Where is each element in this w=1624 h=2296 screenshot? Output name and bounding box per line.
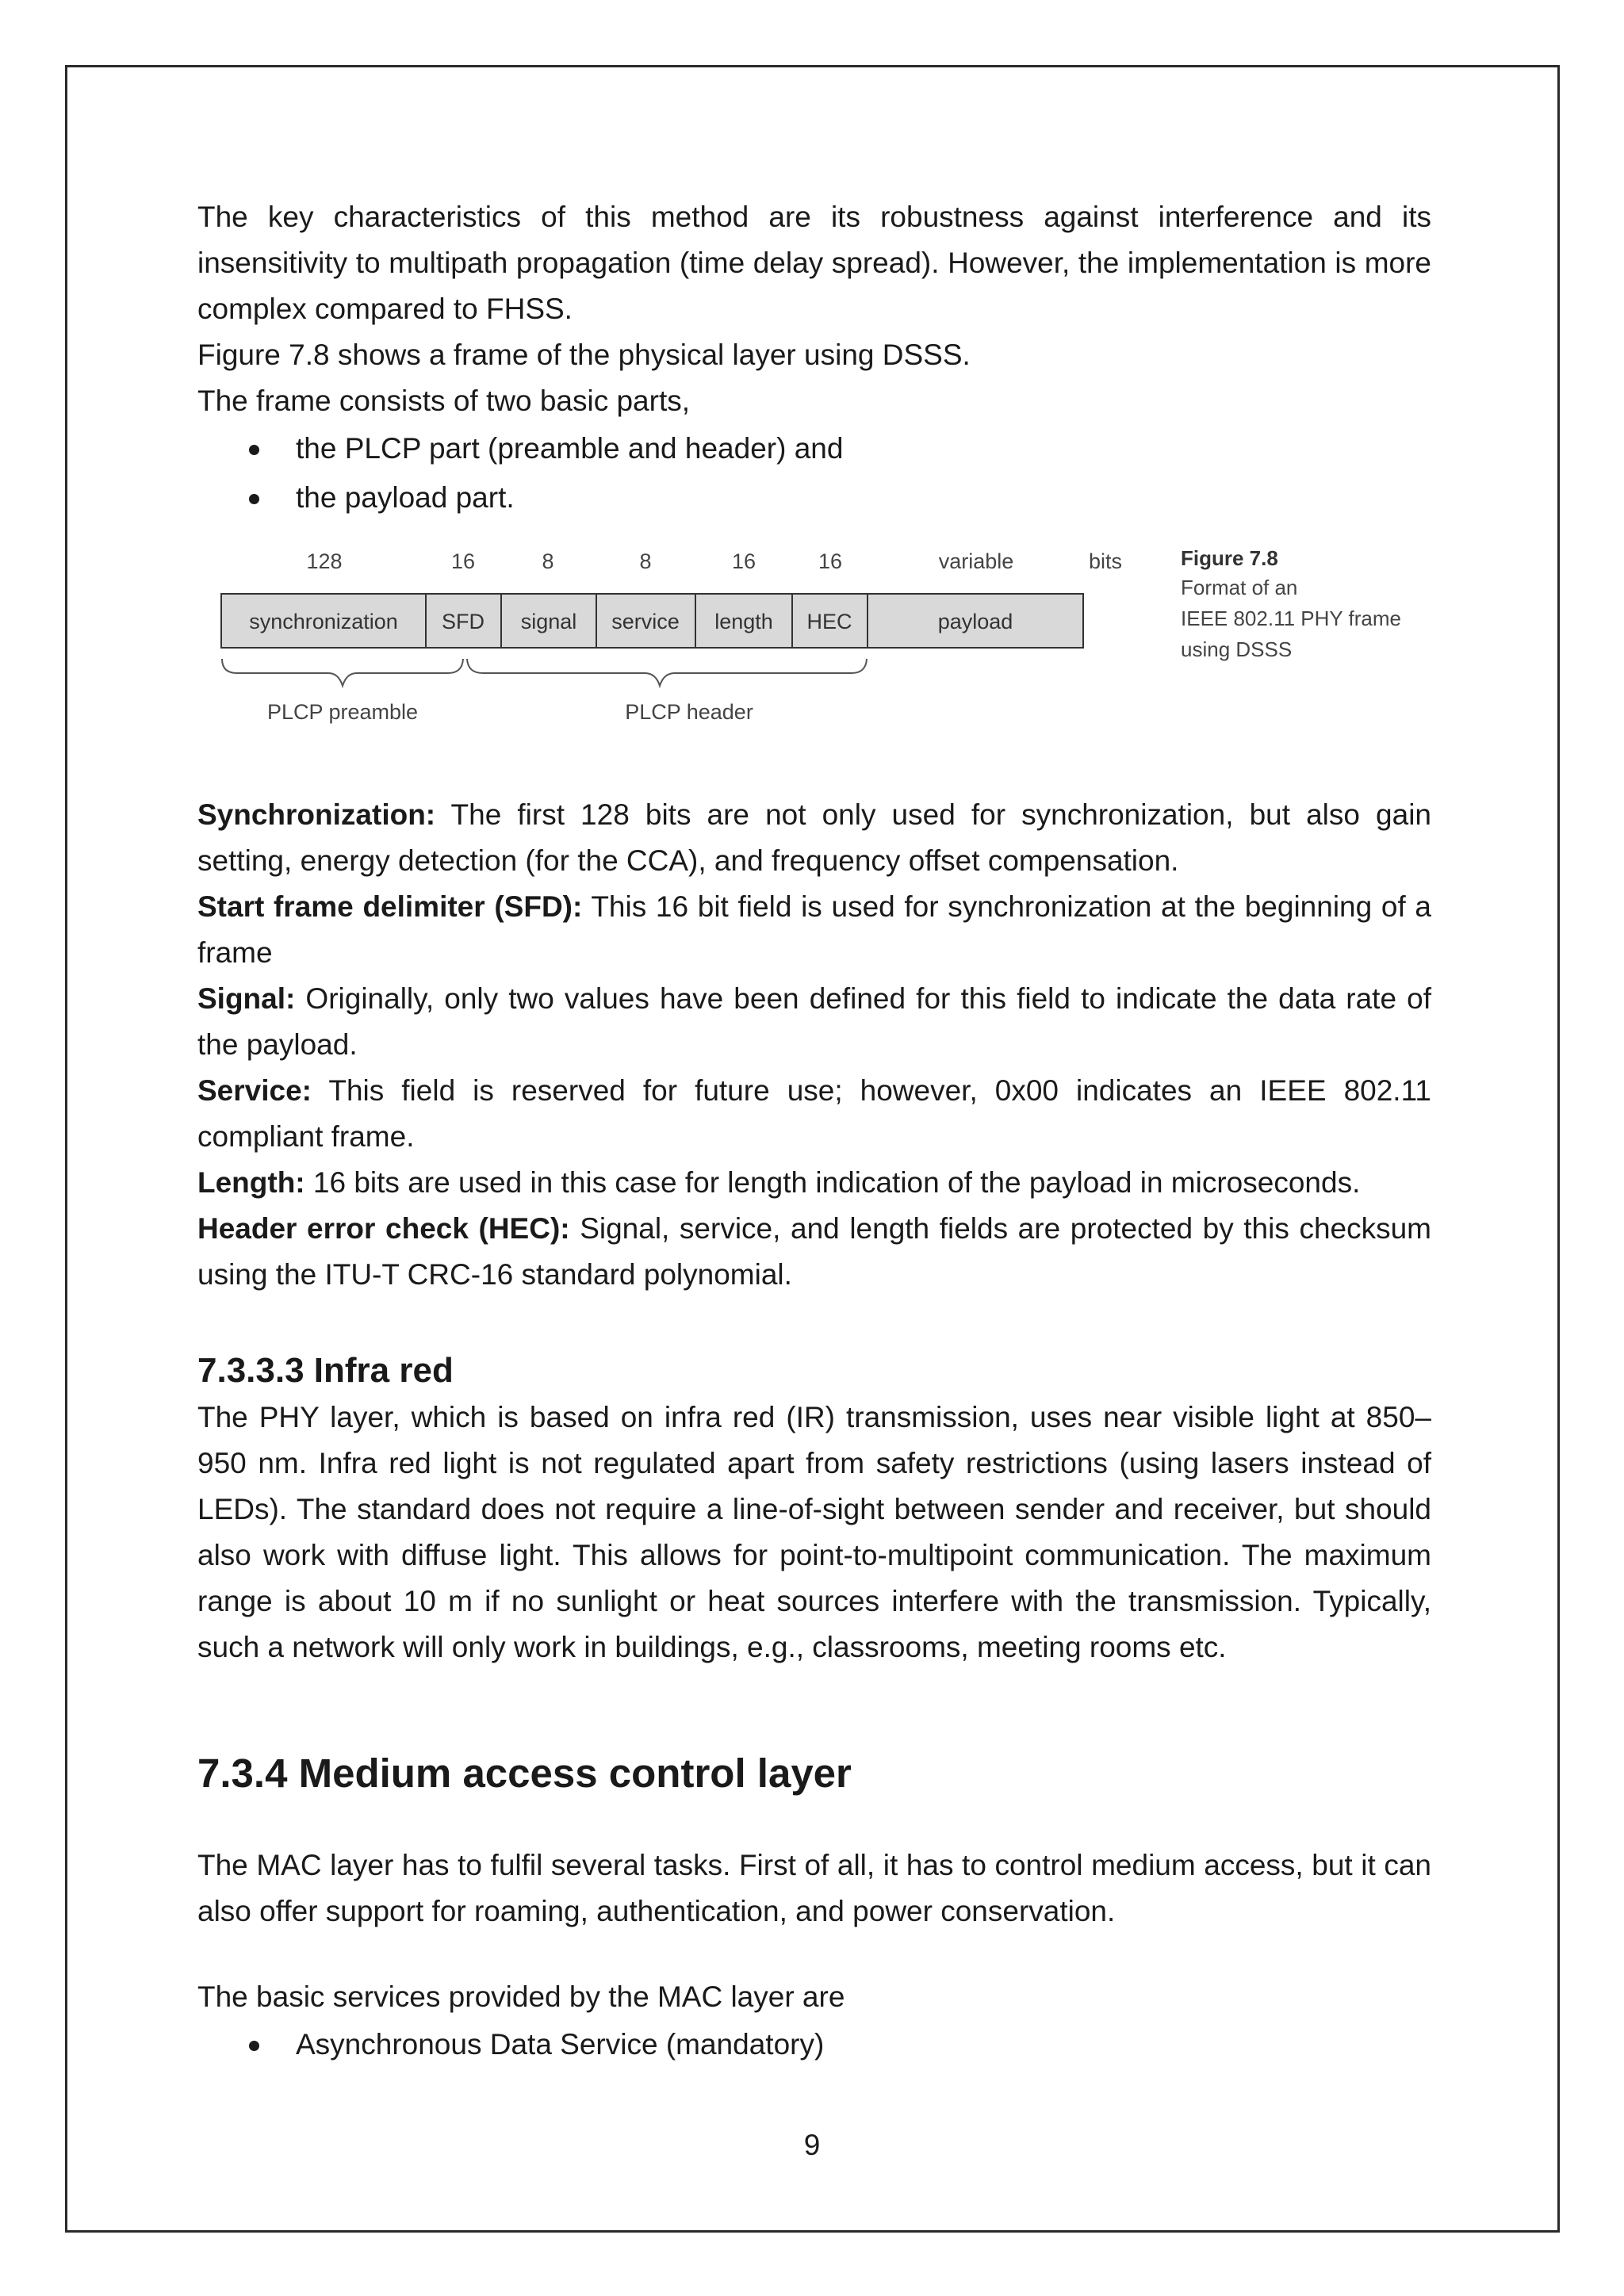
figure-reference-line: Figure 7.8 shows a frame of the physical layer using DSSS.: [197, 339, 971, 371]
list-item: Asynchronous Data Service (mandatory): [197, 2020, 1431, 2069]
bit-count-length: 16: [731, 549, 756, 573]
field-label-service: service: [611, 610, 680, 633]
field-label-sfd: SFD: [442, 610, 485, 633]
field-label-payload: payload: [937, 610, 1013, 633]
section-heading-mac: 7.3.4 Medium access control layer: [197, 1751, 852, 1796]
description-length: Length: 16 bits are used in this case for length indication of the payload in microseconds.: [197, 1166, 1361, 1199]
frame-format-diagram: [197, 546, 1431, 784]
dsss-frame-figure: [197, 546, 1431, 792]
field-descriptions: [197, 792, 1431, 1298]
description-service: Service: This field is reserved for future use; however, 0x00 indicates an IEEE 802.11 compliant frame.: [197, 1074, 1431, 1153]
plcp-header-label: PLCP header: [625, 700, 753, 724]
field-label-synchronization: synchronization: [249, 610, 398, 633]
page-number: 9: [803, 2129, 821, 2161]
mac-paragraph: The MAC layer has to fulfil several tasks. First of all, it has to control medium access, but it can also offer support for roaming, authentication, and power conservation.: [197, 1849, 1431, 1927]
bit-count-hec: 16: [818, 549, 843, 573]
description-synchronization: Synchronization: The first 128 bits are not only used for synchronization, but also gain setting, energy detection (for the CCA), and frequency offset compensation.: [197, 798, 1431, 877]
section-heading-infra-red: 7.3.3.3 Infra red: [197, 1351, 454, 1390]
description-sfd: Start frame delimiter (SFD): This 16 bit field is used for synchronization at the beginning of a frame: [197, 890, 1431, 969]
term-label: Length:: [197, 1166, 305, 1199]
term-label: Signal:: [197, 982, 296, 1015]
list-item: the PLCP part (preamble and header) and: [197, 424, 1431, 473]
term-label: Start frame delimiter (SFD):: [197, 890, 583, 923]
bits-unit-label: bits: [1088, 549, 1123, 573]
frame-parts-list: [197, 424, 1431, 522]
term-label: Header error check (HEC):: [197, 1212, 570, 1245]
bit-count-sfd: 16: [450, 549, 476, 573]
description-signal: Signal: Originally, only two values have been defined for this field to indicate the data rate of the payload.: [197, 982, 1431, 1061]
term-label: Service:: [197, 1074, 312, 1107]
preamble-brace: [222, 659, 463, 686]
bullet-icon: [249, 445, 259, 455]
mac-services-line: The basic services provided by the MAC layer are: [197, 1980, 845, 2013]
infra-red-paragraph: The PHY layer, which is based on infra red (IR) transmission, uses near visible light at 850–950 nm. Infra red light is not regulated apart from safety restrictions (using lasers instead of LEDs). The standard does not require a line-of-sight between sender and receiver, but should also work with diffuse light. This allows for point-to-multipoint communication. The maximum range is about 10 m if no sunlight or heat sources interfere with the transmission. Typically, such a network will only work in buildings, e.g., classrooms, meeting rooms etc.: [197, 1401, 1431, 1663]
bit-count-service: 8: [639, 549, 652, 573]
list-item: the payload part.: [197, 473, 1431, 522]
term-label: Synchronization:: [197, 798, 436, 831]
header-brace: [467, 659, 867, 686]
mac-services-list: [197, 2020, 1431, 2069]
figure-caption-line: IEEE 802.11 PHY frame: [1181, 607, 1401, 630]
figure-caption-line: Format of an: [1181, 576, 1298, 599]
intro-paragraph: The key characteristics of this method are its robustness against interference and its insensitivity to multipath propagation (time delay spread). However, the implementation is more complex compared to FHSS.: [197, 201, 1431, 325]
bit-count-signal: 8: [542, 549, 554, 573]
bullet-icon: [249, 2041, 259, 2051]
description-hec: Header error check (HEC): Signal, service, and length fields are protected by this checksum using the ITU-T CRC-16 standard polynomial.: [197, 1212, 1432, 1291]
frame-parts-line: The frame consists of two basic parts,: [197, 385, 691, 417]
field-label-length: length: [714, 610, 773, 633]
bullet-icon: [249, 494, 259, 504]
bit-count-payload: variable: [938, 549, 1014, 573]
field-label-hec: HEC: [806, 610, 852, 633]
plcp-preamble-label: PLCP preamble: [266, 700, 419, 724]
figure-caption-line: using DSSS: [1181, 637, 1293, 661]
bit-count-synchronization: 128: [306, 549, 343, 573]
page-content: [197, 194, 1431, 2069]
figure-caption-label: Figure 7.8: [1181, 546, 1278, 570]
field-label-signal: signal: [520, 610, 577, 633]
